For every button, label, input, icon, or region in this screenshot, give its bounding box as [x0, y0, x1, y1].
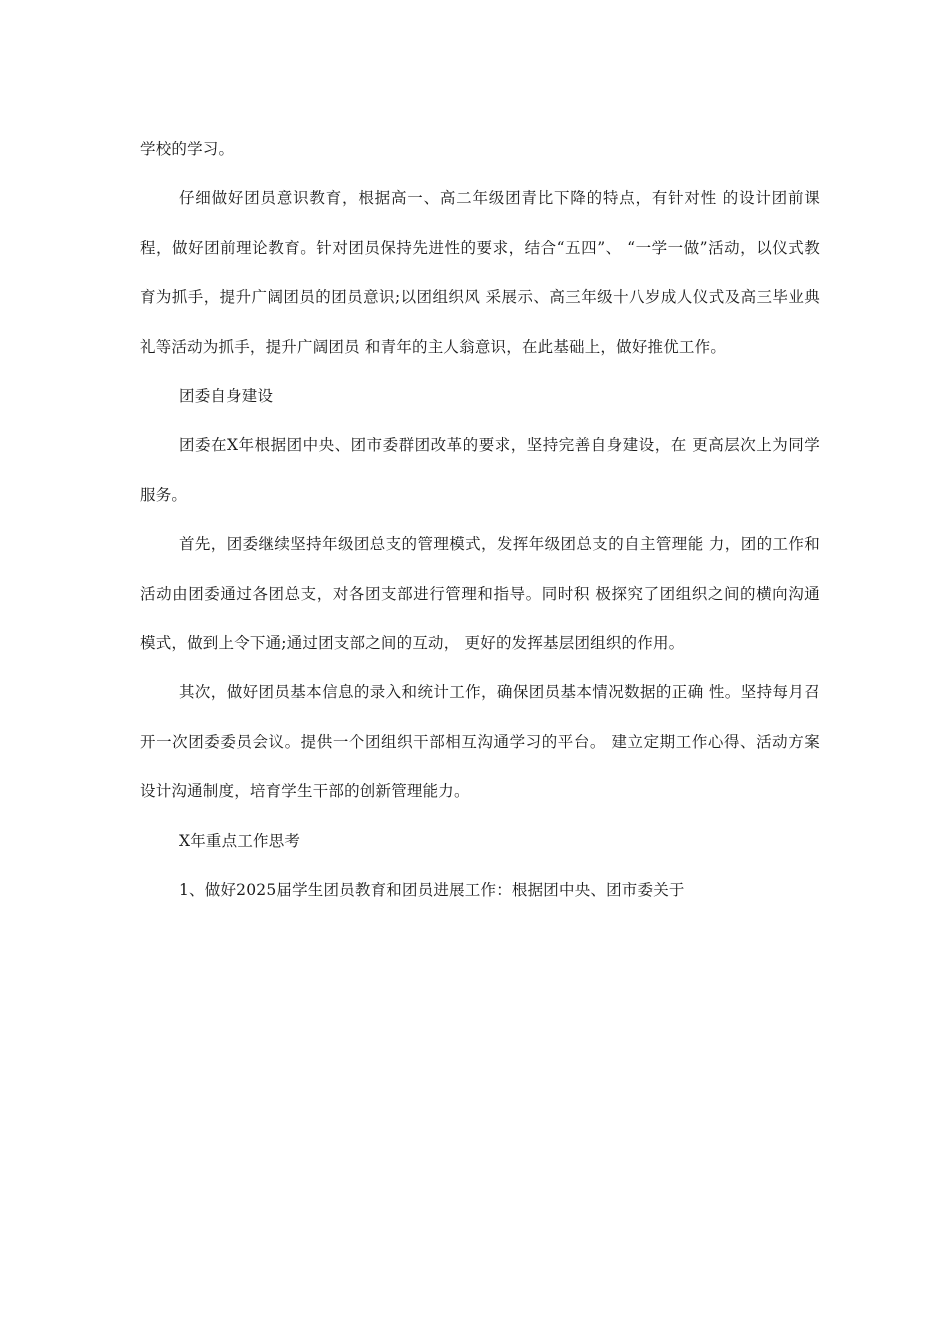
paragraph-management-model: 首先，团委继续坚持年级团总支的管理模式，发挥年级团总支的自主管理能 力，团的工作和活动由团委通过各团总支，对各团支部进行管理和指导。同时积 极探究了团组织之间的横向沟通模式，做到上令下通;通过团支部之间的互动， 更好的发挥基层团组织的作用。 — [140, 535, 820, 653]
document-body — [140, 125, 820, 916]
paragraph-member-awareness-education: 仔细做好团员意识教育，根据高一、高二年级团青比下降的特点，有针对性 的设计团前课程，做好团前理论教育。针对团员保持先进性的要求，结合“五四”、 “一学一做”活动，以仪式教育为抓手，提升广阔团员的团员意识;以团组织风 采展示、高三年级十八岁成人仪式及高三毕业典礼等活动为抓手，提升广阔团员 和青年的主人翁意识，在此基础上，做好推优工作。 — [140, 189, 820, 356]
paragraph-continuation: 学校的学习。 — [140, 140, 235, 158]
paragraph-key-work-item-1: 1、做好2025届学生团员教育和团员进展工作：根据团中央、团市委关于 — [179, 881, 685, 900]
section-heading-self-construction: 团委自身建设 — [179, 387, 274, 406]
paragraph-member-information: 其次，做好团员基本信息的录入和统计工作，确保团员基本情况数据的正确 性。坚持每月召开一次团委委员会议。提供一个团组织干部相互沟通学习的平台。 建立定期工作心得、活动方案设计沟通制度，培育学生干部的创新管理能力。 — [140, 683, 820, 801]
section-heading-key-work: X年重点工作思考 — [179, 831, 301, 850]
paragraph-reform-requirements: 团委在X年根据团中央、团市委群团改革的要求，坚持完善自身建设，在 更高层次上为同学服务。 — [140, 436, 820, 504]
